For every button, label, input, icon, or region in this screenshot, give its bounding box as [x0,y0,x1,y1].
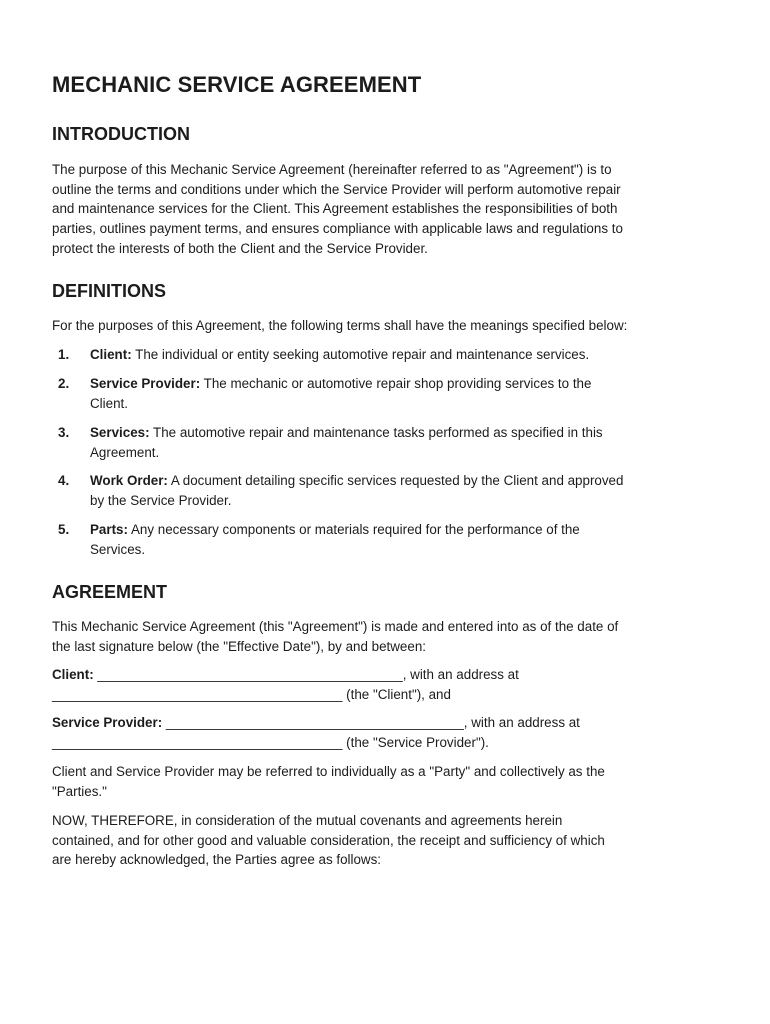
definition-term: Client: [90,347,132,362]
client-name-blank: _________________________________________, with an address at [93,667,519,682]
text-line: For the purposes of this Agreement, the following terms shall have the meanings specified below: [52,318,628,333]
definition-text: Services. [90,541,146,557]
definition-text: by the Service Provider. [90,492,232,508]
provider-name-blank: ________________________________________, with an address at [162,715,580,730]
text-line: outline the terms and conditions under which the Service Provider will perform automotive repair [52,181,621,197]
agreement-heading: AGREEMENT [52,582,168,602]
definition-number: 1. [58,347,70,362]
definition-number: 5. [58,522,70,537]
definition-text: The individual or entity seeking automotive repair and maintenance services. [131,347,590,362]
agreement-intro [52,617,618,656]
definition-term: Parts: [90,522,128,537]
definition-term: Work Order: [90,473,168,488]
text-line: This Mechanic Service Agreement (this "Agreement") is made and entered into as of the date of [52,619,619,634]
definition-number: 3. [58,425,70,440]
text-line: parties, outlines payment terms, and ensures compliance with applicable laws and regulations to [52,221,623,237]
client-label: Client: [52,667,94,682]
parties-paragraph [52,762,605,801]
text-line: Client and Service Provider may be referred to individually as a "Party" and collectively as the [52,764,605,779]
definitions-heading: DEFINITIONS [52,281,167,301]
provider-signature-block [52,713,580,752]
text-line: The purpose of this Mechanic Service Agreement (hereinafter referred to as "Agreement") is to [52,162,612,177]
definitions-intro [52,316,627,336]
text-line: NOW, THEREFORE, in consideration of the mutual covenants and agreements herein [52,813,563,828]
text-line: protect the interests of both the Client and the Service Provider. [52,240,428,256]
definition-text: A document detailing specific services requested by the Client and approved [167,473,624,488]
text-line: "Parties." [52,783,107,799]
text-line: the last signature below (the "Effective Date"), by and between: [52,638,426,654]
definition-text: Agreement. [90,444,160,460]
definition-text: Any necessary components or materials required for the performance of the [127,522,580,537]
introduction-paragraph [52,160,623,259]
text-line: and maintenance services for the Client. This Agreement establishes the responsibilities of both [52,201,618,217]
text-line: are hereby acknowledged, the Parties agree as follows: [52,852,382,868]
definition-text: Client. [90,395,128,411]
provider-address-blank: _______________________________________ (the "Service Provider"). [52,734,489,750]
document-title: MECHANIC SERVICE AGREEMENT [52,72,422,97]
definition-text: The mechanic or automotive repair shop providing services to the [200,376,592,391]
introduction-heading: INTRODUCTION [52,124,190,144]
now-therefore-paragraph [52,811,605,870]
definition-term: Service Provider: [90,376,201,391]
client-signature-block [52,665,519,704]
text-line: contained, and for other good and valuable consideration, the receipt and sufficiency of which [52,832,605,848]
definition-term: Services: [90,425,150,440]
definition-number: 2. [58,376,70,391]
client-address-blank: _______________________________________ (the "Client"), and [52,686,451,702]
definition-text: The automotive repair and maintenance tasks performed as specified in this [149,425,603,440]
definition-number: 4. [58,473,70,488]
provider-label: Service Provider: [52,715,163,730]
